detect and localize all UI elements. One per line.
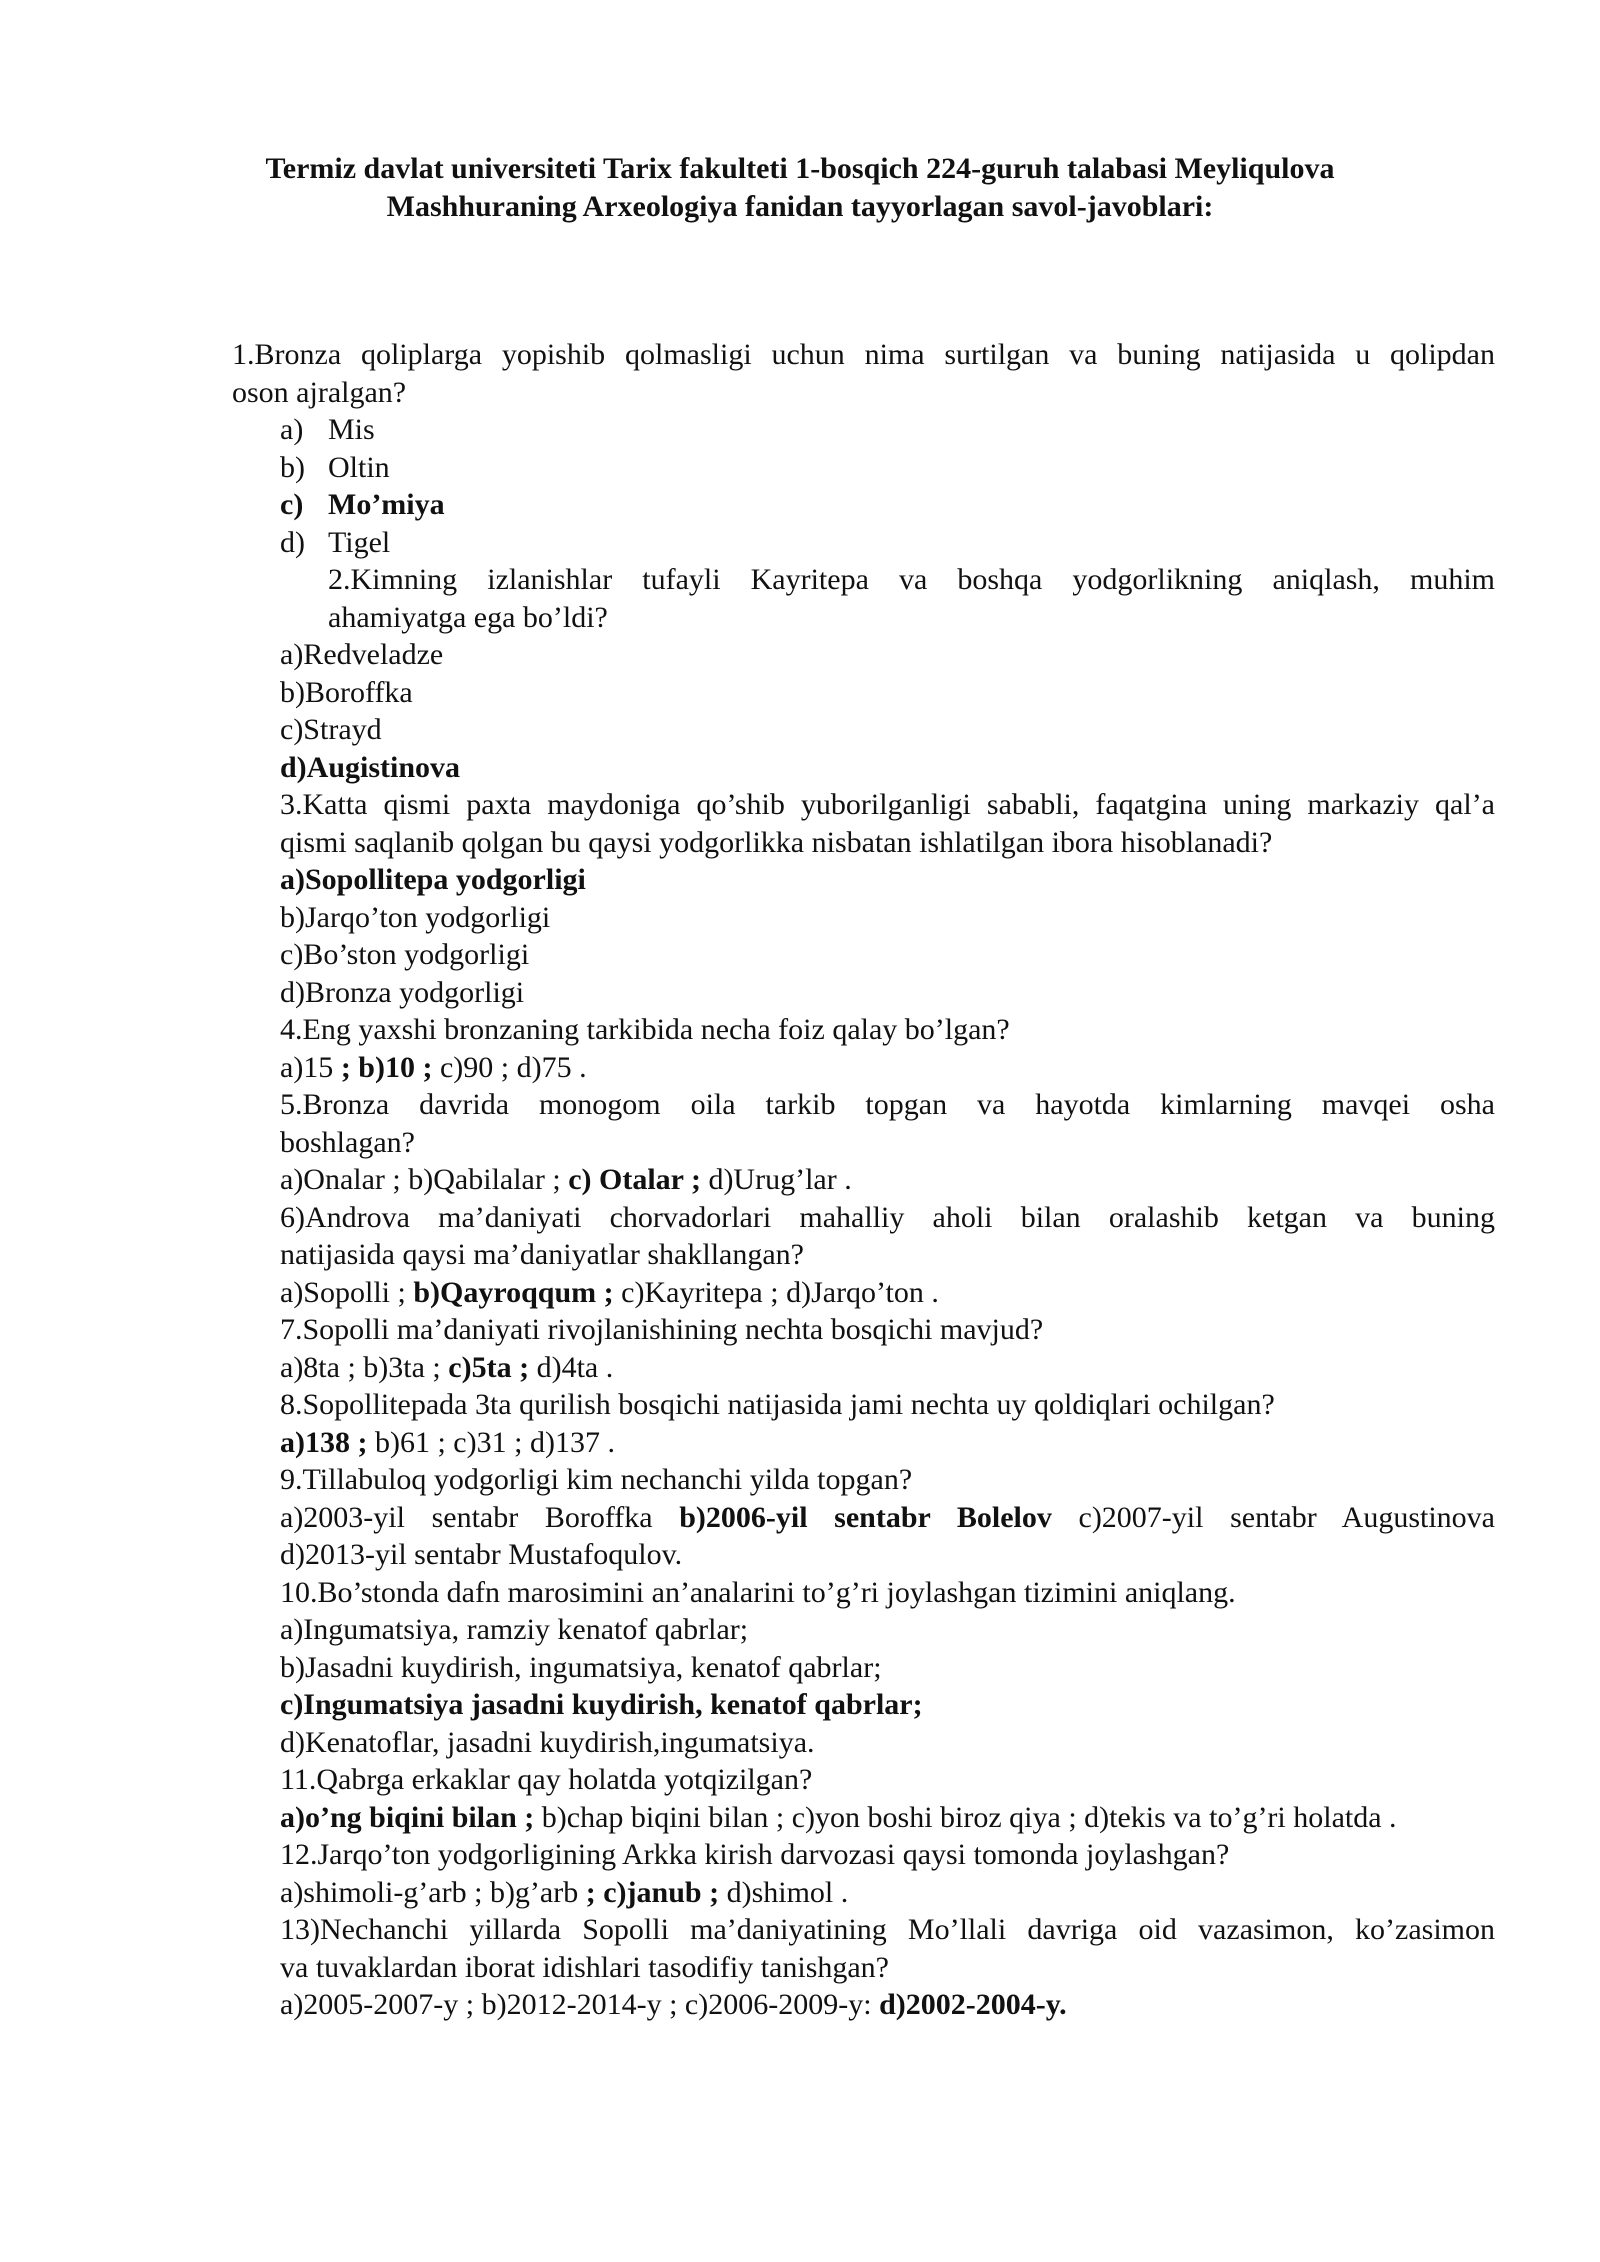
question-9-text: 9.Tillabuloq yodgorligi kim nechanchi yilda topgan? <box>280 1463 913 1496</box>
option-text: a)Sopolli ; <box>280 1275 414 1309</box>
answer-text: ; b)10 ; <box>340 1050 433 1084</box>
option-text: d)4ta . <box>529 1350 614 1384</box>
question-2-line-1: 2.Kimning izlanishlar tufayli Kayritepa va boshqa yodgorlikning aniqlash, muhim <box>328 563 1495 596</box>
option-text: Tigel <box>328 525 391 559</box>
answer-text: a)138 ; <box>280 1425 368 1459</box>
question-4-options <box>232 1049 1495 1087</box>
question-10-text: 10.Bo’stonda dafn marosimini an’analarini to’g’ri joylashgan tizimini aniqlang. <box>280 1575 1236 1609</box>
option-letter: c) <box>280 488 304 521</box>
option-text: a)2003-yil sentabr Boroffka <box>280 1500 680 1534</box>
document-title <box>230 150 1370 226</box>
question-1-option-c-answer <box>232 486 1495 524</box>
question-3-option-c: c)Bo’ston yodgorligi <box>280 938 530 971</box>
answer-text: c)5ta ; <box>448 1350 530 1384</box>
question-4-text: 4.Eng yaxshi bronzaning tarkibida necha foiz qalay bo’lgan? <box>280 1013 1010 1046</box>
question-1-option-a <box>232 411 1495 449</box>
option-text: a)Onalar ; b)Qabilalar ; <box>280 1163 569 1196</box>
question-3-line-1: 3.Katta qismi paxta maydoniga qo’shib yuborilganligi sababli, faqatgina uning markaziy qal’a <box>280 788 1495 821</box>
title-line-2: Mashhuraning Arxeologiya fanidan tayyorlagan savol-javoblari: <box>386 190 1214 223</box>
option-text: b)chap biqini bilan ; c)yon boshi biroz qiya ; d)tekis va to’g’ri holatda . <box>534 1800 1397 1834</box>
option-text: a)15 <box>280 1050 341 1084</box>
answer-text: b)Qayroqqum ; <box>413 1275 614 1309</box>
question-6-line-2: natijasida qaysi ma’daniyatlar shakllangan? <box>280 1238 804 1271</box>
question-7-options <box>232 1349 1495 1387</box>
answer-text: b)2006-yil sentabr Bolelov <box>679 1500 1052 1534</box>
question-11-text: 11.Qabrga erkaklar qay holatda yotqizilgan? <box>280 1763 813 1796</box>
question-10-option-c-answer: c)Ingumatsiya jasadni kuydirish, kenatof qabrlar; <box>280 1688 923 1721</box>
option-text: c)Kayritepa ; d)Jarqo’ton . <box>613 1275 939 1309</box>
question-2-line-2: ahamiyatga ega bo’ldi? <box>328 600 608 634</box>
title-line-1: Termiz davlat universiteti Tarix fakulteti 1-bosqich 224-guruh talabasi Meyliqulova <box>265 152 1335 185</box>
question-6-line-1: 6)Androva ma’daniyati chorvadorlari mahalliy aholi bilan oralashib ketgan va buning <box>280 1200 1495 1234</box>
question-5-line-1: 5.Bronza davrida monogom oila tarkib topgan va hayotda kimlarning mavqei osha <box>280 1088 1495 1121</box>
answer-text: c) Otalar ; <box>568 1163 701 1196</box>
question-3-option-a-answer: a)Sopollitepa yodgorligi <box>280 863 586 896</box>
question-8-options <box>232 1424 1495 1462</box>
option-text: a)shimoli-g’arb ; b)g’arb <box>280 1875 586 1909</box>
option-text: Mo’miya <box>328 488 445 521</box>
question-12-options <box>232 1874 1495 1912</box>
question-11-options <box>232 1799 1495 1837</box>
question-1-option-d <box>232 524 1495 562</box>
question-13-line-2: va tuvaklardan iborat idishlari tasodifiy tanishgan? <box>280 1950 889 1984</box>
question-3-option-b: b)Jarqo’ton yodgorligi <box>280 900 551 934</box>
option-text: d)shimol . <box>719 1875 849 1909</box>
answer-text: d)2002-2004-y. <box>879 1988 1067 2021</box>
question-5-options <box>232 1161 1495 1199</box>
answer-text: ; c)janub ; <box>585 1875 720 1909</box>
question-1-line-1: 1.Bronza qoliplarga yopishib qolmasligi uchun nima surtilgan va buning natijasida u qolipdan <box>232 338 1495 371</box>
question-8-text: 8.Sopollitepada 3ta qurilish bosqichi natijasida jami nechta uy qoldiqlari ochilgan? <box>280 1388 1275 1421</box>
question-2-option-d-answer: d)Augistinova <box>280 750 461 784</box>
question-2-option-c: c)Strayd <box>280 713 382 746</box>
question-12-text: 12.Jarqo’ton yodgorligining Arkka kirish darvozasi qaysi tomonda joylashgan? <box>280 1838 1230 1871</box>
question-7-text: 7.Sopolli ma’daniyati rivojlanishining nechta bosqichi mavjud? <box>280 1313 1044 1346</box>
option-text: a)8ta ; b)3ta ; <box>280 1350 449 1384</box>
option-letter: d) <box>280 525 305 559</box>
option-text: Mis <box>328 413 375 446</box>
question-1-option-b <box>232 449 1495 487</box>
question-2-option-b: b)Boroffka <box>280 675 413 709</box>
option-text: c)90 ; d)75 . <box>432 1050 587 1084</box>
option-letter: a) <box>280 413 304 446</box>
question-6-options <box>232 1274 1495 1312</box>
question-9-options-line-1 <box>232 1499 1495 1537</box>
questions-body <box>232 336 1495 2024</box>
question-10-option-d: d)Kenatoflar, jasadni kuydirish,ingumatsiya. <box>280 1725 815 1759</box>
question-10-option-a: a)Ingumatsiya, ramziy kenatof qabrlar; <box>280 1613 749 1646</box>
question-13-options <box>232 1986 1495 2024</box>
option-text: a)2005-2007-y ; b)2012-2014-y ; c)2006-2009-y: <box>280 1988 880 2021</box>
question-1-line-2: oson ajralgan? <box>232 375 407 409</box>
option-text: b)61 ; c)31 ; d)137 . <box>367 1425 615 1459</box>
question-2-option-a: a)Redveladze <box>280 638 444 671</box>
question-3-option-d: d)Bronza yodgorligi <box>280 975 525 1009</box>
question-5-line-2: boshlagan? <box>280 1125 415 1159</box>
option-letter: b) <box>280 450 305 484</box>
question-3-line-2: qismi saqlanib qolgan bu qaysi yodgorlikka nisbatan ishlatilgan ibora hisoblanadi? <box>280 825 1273 859</box>
option-text: c)2007-yil sentabr Augustinova <box>1051 1500 1495 1534</box>
answer-text: a)o’ng biqini bilan ; <box>280 1800 535 1834</box>
question-10-option-b: b)Jasadni kuydirish, ingumatsiya, kenatof qabrlar; <box>280 1650 882 1684</box>
option-text: d)Urug’lar . <box>700 1163 852 1196</box>
question-13-line-1: 13)Nechanchi yillarda Sopolli ma’daniyatining Mo’llali davriga oid vazasimon, ko’zasimon <box>280 1913 1495 1946</box>
option-text: Oltin <box>328 450 390 484</box>
question-9-options-line-2: d)2013-yil sentabr Mustafoqulov. <box>280 1538 683 1571</box>
